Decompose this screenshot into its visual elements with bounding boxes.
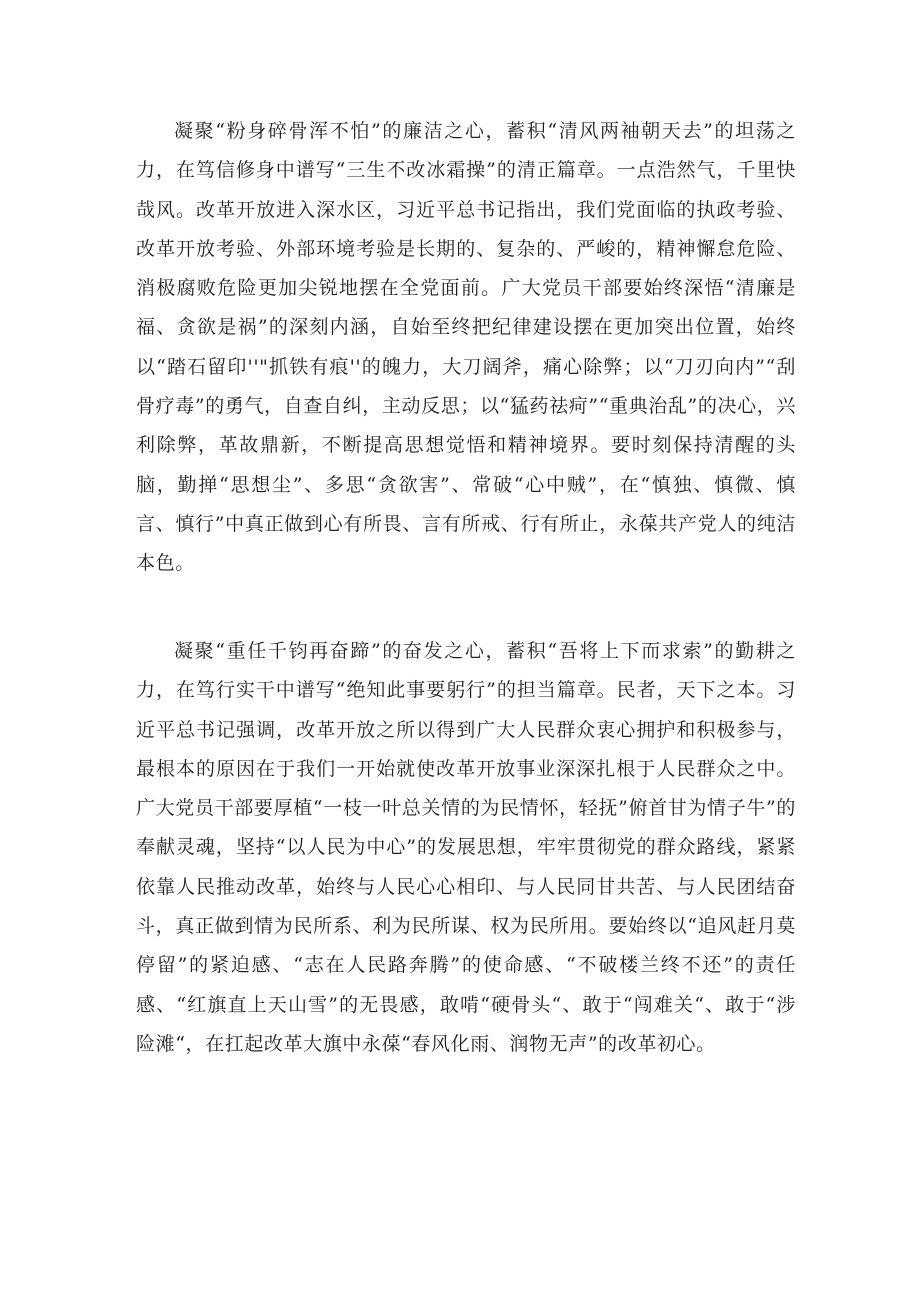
body-paragraph-1: 凝聚“粉身碎骨浑不怕”的廉洁之心，蓄积“清风两袖朝天去”的坦荡之力，在笃信修身中谱写“三生不改冰霜操”的清正篇章。一点浩然气，千里快哉风。改革开放进入深水区，习近平总书记指出，我们党面临的执政考验、改革开放考验、外部环境考验是长期的、复杂的、严峻的，精神懈怠危险、消极腐败危险更加尖锐地摆在全党面前。广大党员干部要始终深悟“清廉是福、贪欲是祸”的深刻内涵，自始至终把纪律建设摆在更加突出位置，始终以“踏石留印''"抓铁有痕''的魄力，大刀阔斧，痛心除弊；以“刀刃向内”“刮骨疗毒”的勇气，自查自纠，主动反思；以“猛药祛疴”“重典治乱”的决心，兴利除弊，革故鼎新，不断提高思想觉悟和精神境界。要时刻保持清醒的头脑，勤掸“思想尘”、多思“贪欲害”、常破“心中贼”，在“慎独、慎微、慎言、慎行”中真正做到心有所畏、言有所戒、行有所止，永葆共产党人的纯洁本色。	[136, 120, 796, 575]
body-paragraph-2: 凝聚“重任千钧再奋蹄”的奋发之心，蓄积“吾将上下而求索”的勤耕之力，在笃行实干中谱写“绝知此事要躬行”的担当篇章。民者，天下之本。习近平总书记强调，改革开放之所以得到广大人民群众衷心拥护和积极参与，最根本的原因在于我们一开始就使改革开放事业深深扎根于人民群众之中。广大党员干部要厚植“一枝一叶总关情的为民情怀，轻抚”俯首甘为情子牛”的奉献灵魂，坚持“以人民为中心”的发展思想，牢牢贯彻党的群众路线，紧紧依靠人民推动改革，始终与人民心心相印、与人民同甘共苦、与人民团结奋斗，真正做到情为民所系、利为民所谋、权为民所用。要始终以“追风赶月莫停留”的紧迫感、“志在人民路奔腾”的使命感、“不破楼兰终不还”的责任感、“红旗直上天山雪”的无畏感，敢啃“硬骨头“、敢于“闯难关“、敢于“涉险滩“，在扛起改革大旗中永葆“春风化雨、润物无声”的改革初心。	[136, 640, 796, 1055]
